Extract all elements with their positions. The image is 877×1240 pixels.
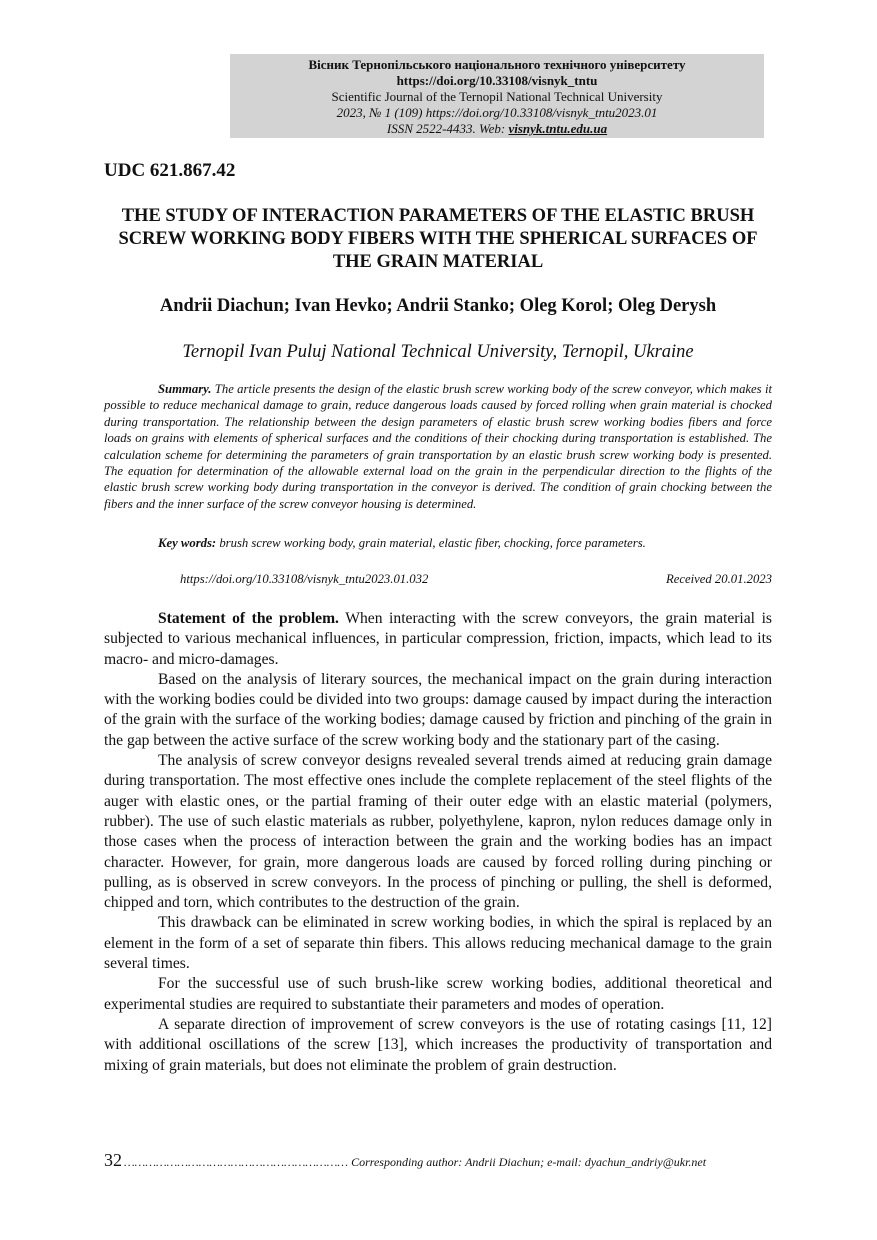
paragraph-text: When interacting with the screw conveyors, the grain material is subjected to various mechanical influences, in particular compression, friction, impacts, which lead to its macro- and micro-damages. — [104, 610, 772, 668]
journal-name-ukr: Вісник Тернопільського національного технічного університету — [308, 57, 686, 72]
journal-name-eng: Scientific Journal of the Ternopil National Technical University — [331, 89, 663, 104]
issn-text: ISSN 2522-4433. Web: — [386, 121, 509, 136]
issn-line — [230, 121, 764, 137]
paper-title: THE STUDY OF INTERACTION PARAMETERS OF THE ELASTIC BRUSH SCREW WORKING BODY FIBERS WITH THE SPHERICAL SURFACES OF THE GRAIN MATERIAL — [118, 206, 758, 272]
udc-code: UDC 621.867.42 — [104, 160, 236, 181]
paragraph-statement — [104, 609, 772, 670]
author-list: Andrii Diachun; Ivan Hevko; Andrii Stanko; Oleg Korol; Oleg Derysh — [159, 296, 717, 316]
section-heading: Statement of the problem. — [158, 610, 339, 627]
keywords-text: brush screw working body, grain material, elastic fiber, chocking, force parameters. — [216, 536, 646, 550]
journal-doi-link[interactable]: https://doi.org/10.33108/visnyk_tntu — [396, 73, 598, 88]
paragraph: Based on the analysis of literary sources, the mechanical impact on the grain during interaction with the working bodies could be divided into two groups: damage caused by impact during the interaction of the grain with the surface of the working bodies; damage caused by friction and pinching of the grain in the gap between the active surface of the screw working body and the stationary part of the casing. — [104, 670, 772, 749]
keywords-label: Key words: — [158, 536, 217, 550]
footer-dots: ……………………………………………………… — [124, 1155, 349, 1169]
paragraph: A separate direction of improvement of screw conveyors is the use of rotating casings [11, 12] with additional oscillations of the screw [13], which increases the productivity of transportation and mixing of grain materials, but does not eliminate the problem of grain destruction. — [104, 1015, 772, 1074]
journal-web-link[interactable]: visnyk.tntu.edu.ua — [508, 121, 608, 136]
summary-paragraph — [104, 381, 772, 512]
summary-label: Summary. — [158, 382, 212, 396]
journal-header — [230, 54, 764, 138]
summary-text: The article presents the design of the elastic brush screw working body of the screw conveyor, which makes it possible to reduce mechanical damage to grain, reduce dangerous loads caused by forced rolling when grain material is chocked during transportation. The relationship between the design parameters of elastic brush screw working bodies fibers and force loads on grains with elements of spherical surfaces and the conditions of their chocking during transportation is established. The calculation scheme for determining the parameters of grain transportation by an elastic brush screw working body is presented. The equation for determination of the allowable external load on the grain in the perpendicular direction to the flights of the elastic brush screw working body during transportation in the conveyor is derived. The condition of grain chocking between the fibers and the inner surface of the screw conveyor housing is determined. — [104, 382, 772, 511]
received-date: Received 20.01.2023 — [665, 572, 772, 586]
page-footer — [104, 1150, 772, 1171]
keywords-paragraph — [104, 536, 772, 551]
paragraph: This drawback can be eliminated in screw working bodies, in which the spiral is replaced by an element in the form of a set of separate thin fibers. This allows reducing mechanical damage to the grain several times. — [104, 914, 772, 973]
paragraph: The analysis of screw conveyor designs revealed several trends aimed at reducing grain damage during transportation. The most effective ones include the complete replacement of the steel flights of the auger with elastic ones, or the partial framing of their outer edge with an elastic material (polymers, rubber). The use of such elastic materials as rubber, polyethylene, kapron, nylon reduces damage only in those cases when the process of interaction between the grain and the working bodies has an impact character. However, for grain, more dangerous loads are caused by forced rolling during pinching or pulling, as is observed in screw conveyors. In the process of pinching or pulling, the shell is deformed, chipped and torn, which contributes to the destruction of the grain. — [104, 752, 772, 912]
issue-info: 2023, № 1 (109) https://doi.org/10.33108/visnyk_tntu2023.01 — [336, 105, 658, 120]
corresponding-author: Corresponding author: Andrii Diachun; e-mail: dyachun_andriy@ukr.net — [348, 1155, 707, 1169]
paragraph: For the successful use of such brush-like screw working bodies, additional theoretical and experimental studies are required to substantiate their parameters and modes of operation. — [104, 975, 772, 1013]
affiliation: Ternopil Ivan Puluj National Technical University, Ternopil, Ukraine — [182, 342, 694, 362]
page-number: 32 — [104, 1150, 122, 1170]
article-doi[interactable]: https://doi.org/10.33108/visnyk_tntu2023.01.032 — [180, 572, 429, 586]
body-text — [104, 609, 772, 1076]
